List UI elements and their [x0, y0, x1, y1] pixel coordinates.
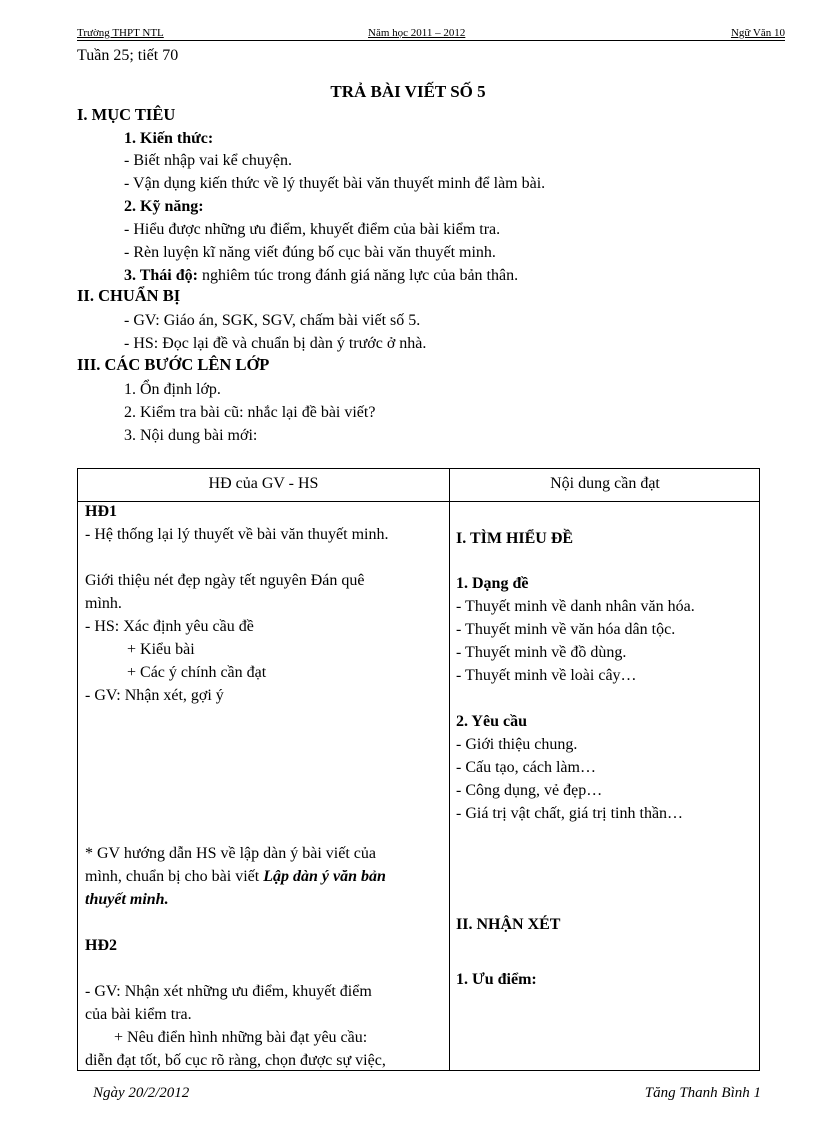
activity-text-part: mình, chuẩn bị cho bài viết — [85, 868, 264, 885]
school-year: Năm học 2011 – 2012 — [368, 27, 466, 39]
lesson-title-emphasis: Lập dàn ý văn bản — [263, 868, 386, 885]
skill-item: - Rèn luyện kĩ năng viết đúng bố cục bài văn thuyết minh. — [124, 244, 496, 261]
content-item: - Giới thiệu chung. — [456, 736, 578, 753]
section-preparation-heading: II. CHUẨN BỊ — [77, 286, 181, 305]
content-item: - Thuyết minh về đồ dùng. — [456, 644, 627, 661]
lesson-table — [77, 468, 760, 1071]
content-subheading: 1. Ưu điểm: — [456, 971, 537, 988]
activity-text: + Kiểu bài — [127, 641, 195, 658]
week-label: Tuần 25; tiết 70 — [77, 47, 179, 64]
attitude-line — [124, 265, 518, 287]
activity-text: + Nêu điển hình những bài đạt yêu cầu: — [114, 1029, 368, 1046]
preparation-item: - HS: Đọc lại đề và chuẩn bị dàn ý trước ở nhà. — [124, 335, 427, 352]
content-item: - Giá trị vật chất, giá trị tinh thần… — [456, 805, 684, 822]
activity-text: - GV: Nhận xét, gợi ý — [85, 687, 224, 704]
knowledge-heading: 1. Kiến thức: — [124, 130, 214, 147]
step-item: 2. Kiểm tra bài cũ: nhắc lại đề bài viết? — [124, 404, 376, 421]
activity-text: mình. — [85, 595, 122, 612]
content-subheading: 1. Dạng đề — [456, 575, 529, 592]
activity-1-label: HĐ1 — [85, 503, 117, 520]
section-objectives-heading: I. MỤC TIÊU — [77, 105, 176, 124]
content-heading-review: II. NHẬN XÉT — [456, 916, 561, 933]
subject-name: Ngữ Văn 10 — [730, 27, 785, 39]
activity-text: * GV hướng dẫn HS về lập dàn ý bài viết của — [85, 845, 376, 862]
lesson-title-emphasis: thuyết minh. — [85, 891, 169, 908]
activity-2-label: HĐ2 — [85, 937, 117, 954]
footer-date: Ngày 20/2/2012 — [93, 1085, 190, 1101]
skill-heading: 2. Kỹ năng: — [124, 198, 204, 215]
attitude-text: nghiêm túc trong đánh giá năng lực của bản thân. — [197, 267, 519, 284]
activity-text: - HS: Xác định yêu cầu đề — [85, 618, 254, 635]
school-name: Trường THPT NTL — [77, 27, 164, 39]
activity-text: Giới thiệu nét đẹp ngày tết nguyên Đán quê — [85, 572, 365, 589]
step-item: 3. Nội dung bài mới: — [124, 427, 258, 444]
header-rule — [77, 40, 785, 41]
step-item: 1. Ổn định lớp. — [124, 381, 221, 398]
activity-text: + Các ý chính cần đạt — [127, 664, 267, 681]
content-subheading: 2. Yêu cầu — [456, 713, 527, 730]
knowledge-item: - Biết nhập vai kể chuyện. — [124, 152, 292, 169]
activity-text: diễn đạt tốt, bố cục rõ ràng, chọn được sự việc, — [85, 1052, 386, 1069]
knowledge-item: - Vận dụng kiến thức về lý thuyết bài văn thuyết minh để làm bài. — [124, 175, 546, 192]
content-item: - Thuyết minh về loài cây… — [456, 667, 637, 684]
footer-author: Tăng Thanh Bình 1 — [644, 1085, 761, 1101]
page-title: TRẢ BÀI VIẾT SỐ 5 — [330, 82, 486, 101]
content-item: - Thuyết minh về văn hóa dân tộc. — [456, 621, 676, 638]
table-header-content: Nội dung cần đạt — [550, 475, 660, 492]
activity-text: của bài kiểm tra. — [85, 1006, 192, 1023]
skill-item: - Hiểu được những ưu điểm, khuyết điểm của bài kiểm tra. — [124, 221, 501, 238]
preparation-item: - GV: Giáo án, SGK, SGV, chấm bài viết số 5. — [124, 312, 421, 329]
activity-text: - GV: Nhận xét những ưu điểm, khuyết điểm — [85, 983, 372, 1000]
section-steps-heading: III. CÁC BƯỚC LÊN LỚP — [77, 355, 270, 374]
content-item: - Công dụng, vẻ đẹp… — [456, 782, 603, 799]
table-header-activities: HĐ của GV - HS — [208, 475, 319, 492]
attitude-heading: 3. Thái độ: — [124, 267, 198, 284]
content-item: - Thuyết minh về danh nhân văn hóa. — [456, 598, 695, 615]
activity-text: - Hệ thống lại lý thuyết về bài văn thuyết minh. — [85, 526, 389, 543]
activity-text — [85, 866, 386, 889]
content-item: - Cấu tạo, cách làm… — [456, 759, 596, 776]
table-header-divider — [78, 501, 759, 502]
table-column-divider — [449, 469, 450, 1070]
content-heading-topic: I. TÌM HIỂU ĐỀ — [456, 530, 574, 547]
